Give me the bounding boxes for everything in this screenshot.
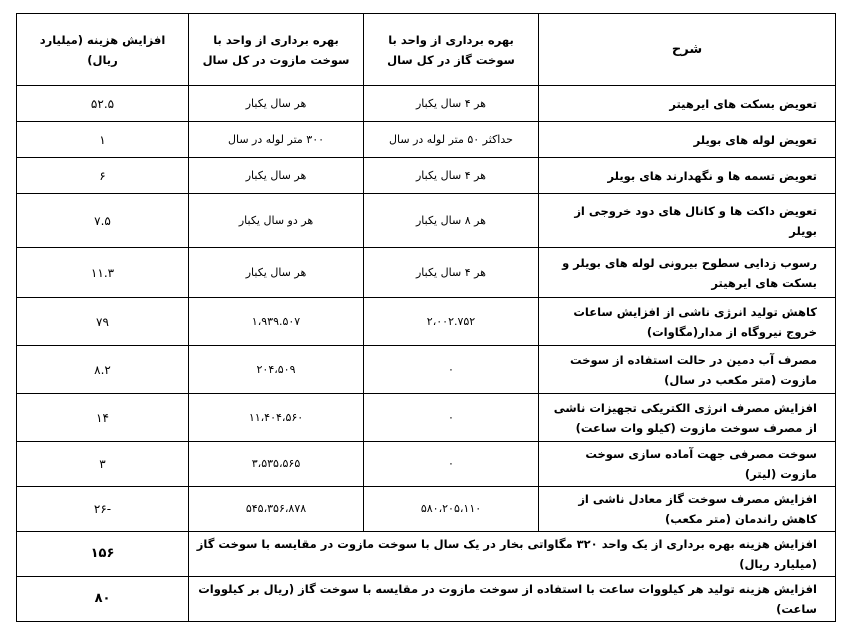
row-gas: هر ۸ سال یکبار <box>364 194 539 248</box>
row-cost: ۱۱.۳ <box>17 248 189 298</box>
row-cost: ۷۹ <box>17 298 189 346</box>
row-cost: ۳ <box>17 442 189 487</box>
table-row <box>17 442 836 487</box>
row-description: افزایش مصرف سوخت گاز معادل ناشی از کاهش راندمان (متر مکعب) <box>539 487 836 532</box>
row-description: افزایش مصرف انرژی الکتریکی تجهیزات ناشی از مصرف سوخت مازوت (کیلو وات ساعت) <box>539 394 836 442</box>
row-mazut: هر دو سال یکبار <box>189 194 364 248</box>
summary-description: افزایش هزینه بهره برداری از یک واحد ۳۲۰ مگاواتی بخار در یک سال با سوخت مازوت در مقایسه با سوخت گاز (میلیارد ریال) <box>189 532 836 577</box>
header-gas: بهره برداری از واحد با سوخت گاز در کل سال <box>364 14 539 86</box>
row-mazut: ۱۱،۴۰۴،۵۶۰ <box>189 394 364 442</box>
row-description: رسوب زدایی سطوح بیرونی لوله های بویلر و بسکت های ایرهیتر <box>539 248 836 298</box>
header-row <box>17 14 836 86</box>
table-row <box>17 248 836 298</box>
table-row <box>17 298 836 346</box>
row-cost: ۸.۲ <box>17 346 189 394</box>
summary-row <box>17 577 836 622</box>
row-description: کاهش تولید انرژی ناشی از افزایش ساعات خروج نیروگاه از مدار(مگاوات) <box>539 298 836 346</box>
row-mazut: ۳،۵۳۵،۵۶۵ <box>189 442 364 487</box>
row-mazut: هر سال یکبار <box>189 86 364 122</box>
row-description: تعویض لوله های بویلر <box>539 122 836 158</box>
row-gas: هر ۴ سال یکبار <box>364 248 539 298</box>
row-mazut: هر سال یکبار <box>189 248 364 298</box>
row-cost: ۱۴ <box>17 394 189 442</box>
table-row <box>17 194 836 248</box>
row-gas: هر ۴ سال یکبار <box>364 86 539 122</box>
row-gas: ۰ <box>364 394 539 442</box>
summary-row <box>17 532 836 577</box>
table-row <box>17 394 836 442</box>
row-mazut: ۳۰۰ متر لوله در سال <box>189 122 364 158</box>
row-cost: -۲۶ <box>17 487 189 532</box>
row-mazut: ۲۰۴،۵۰۹ <box>189 346 364 394</box>
row-mazut: ۱،۹۳۹.۵۰۷ <box>189 298 364 346</box>
row-cost: ۱ <box>17 122 189 158</box>
table-row <box>17 158 836 194</box>
row-description: مصرف آب دمین در حالت استفاده از سوخت مازوت (متر مکعب در سال) <box>539 346 836 394</box>
row-mazut: ۵۴۵،۳۵۶،۸۷۸ <box>189 487 364 532</box>
row-description: تعویض داکت ها و کانال های دود خروجی از بویلر <box>539 194 836 248</box>
row-gas: ۲،۰۰۲.۷۵۲ <box>364 298 539 346</box>
row-cost: ۵۲.۵ <box>17 86 189 122</box>
summary-cost: ۸۰ <box>17 577 189 622</box>
row-gas: ۰ <box>364 442 539 487</box>
summary-cost: ۱۵۶ <box>17 532 189 577</box>
row-description: سوخت مصرفی جهت آماده سازی سوخت مازوت (لیتر) <box>539 442 836 487</box>
header-cost: افزایش هزینه (میلیارد ریال) <box>17 14 189 86</box>
header-mazut: بهره برداری از واحد با سوخت مازوت در کل سال <box>189 14 364 86</box>
row-cost: ۶ <box>17 158 189 194</box>
table-row <box>17 86 836 122</box>
table-row <box>17 122 836 158</box>
row-gas: ۵۸۰،۲۰۵،۱۱۰ <box>364 487 539 532</box>
row-gas: حداکثر ۵۰ متر لوله در سال <box>364 122 539 158</box>
table-row <box>17 487 836 532</box>
row-gas: ۰ <box>364 346 539 394</box>
row-mazut: هر سال یکبار <box>189 158 364 194</box>
cost-comparison-table-wrapper <box>16 13 835 622</box>
row-description: تعویض بسکت های ایرهیتر <box>539 86 836 122</box>
row-cost: ۷.۵ <box>17 194 189 248</box>
row-description: تعویض تسمه ها و نگهدارند های بویلر <box>539 158 836 194</box>
row-gas: هر ۴ سال یکبار <box>364 158 539 194</box>
summary-description: افزایش هزینه تولید هر کیلووات ساعت با استفاده از سوخت مازوت در مقایسه با سوخت گاز (ریال بر کیلووات ساعت) <box>189 577 836 622</box>
header-description: شرح <box>539 14 836 86</box>
cost-comparison-table <box>16 13 836 622</box>
table-row <box>17 346 836 394</box>
